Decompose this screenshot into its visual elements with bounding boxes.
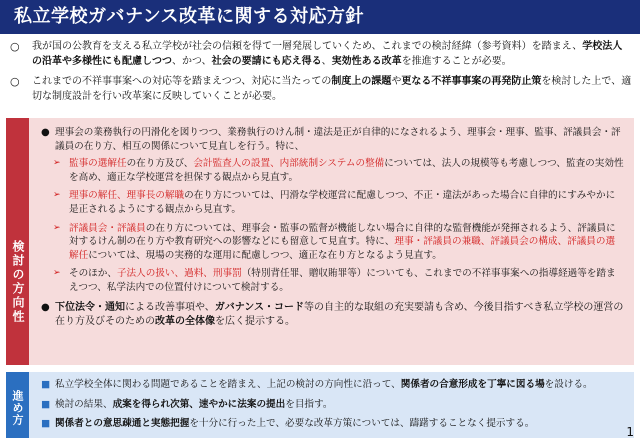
text-run: 学校法人の沿革や多様性にも配慮しつつ xyxy=(32,41,623,67)
text-run: については、現場の実務的な運用に配慮しつつ、適正な在り方となるよう見直す。 xyxy=(88,249,442,261)
text-run: を推進することが必要。 xyxy=(401,55,512,67)
text-run: 理事の解任、理事長の解職 xyxy=(69,190,185,202)
text-run: 下位法令・通知 xyxy=(55,301,125,313)
text-run: を設ける。 xyxy=(544,379,593,390)
text-run: これまでの不祥事事案への対応等を踏まえつつ、対応に当たっての xyxy=(32,76,332,87)
text-run: の在り方及び、 xyxy=(126,158,194,170)
direction-sub-text xyxy=(69,223,616,261)
process-item-2 xyxy=(39,398,624,412)
intro-section xyxy=(10,40,632,110)
text-run: そのほか、 xyxy=(69,268,117,280)
text-run: 改革の全体像 xyxy=(155,315,215,327)
process-item-text xyxy=(55,379,593,390)
direction-sub-text xyxy=(69,268,616,293)
process-section xyxy=(6,372,634,438)
text-run: による改善事項や、 xyxy=(125,301,215,313)
text-run: 子法人の扱い、過料、刑事罰 xyxy=(116,268,242,280)
text-run: の在り方については、理事会・監事の監督が機能しない場合に自律的な監督機能が発揮されるよう、評議員に対するけん制の在り方や教育研究への影響などにも留意して見直す。特に、 xyxy=(69,222,616,248)
circle-bullet-icon: ○ xyxy=(10,40,20,53)
process-body xyxy=(29,372,634,438)
process-item-1 xyxy=(39,378,624,392)
text-run: 会計監査人の設置、内部統制システムの整備 xyxy=(193,158,385,170)
text-run: 評議員会・評議員 xyxy=(69,222,146,234)
direction-section xyxy=(6,118,634,365)
text-run: 検討の結果、 xyxy=(55,398,113,410)
page-title: 私立学校ガバナンス改革に関する対応方針 xyxy=(0,0,640,34)
process-item-3 xyxy=(39,417,624,431)
circle-bullet-icon: ○ xyxy=(10,75,20,88)
direction-sub-text xyxy=(69,158,624,183)
text-run: 成案を得られ次第、速やかに法案の提出 xyxy=(112,398,286,410)
direction-sub-text xyxy=(69,190,615,215)
text-run: 我が国の公教育を支える私立学校が社会の信頼を得て一層発展していくため、これまでの検討経緯（参考資料）を踏まえ、 xyxy=(32,41,583,52)
text-run: 更なる不祥事事案の再発防止策 xyxy=(401,76,542,87)
text-run: 、かつ、 xyxy=(172,55,212,67)
chevron-bullet-icon: ➢ xyxy=(53,190,61,201)
direction-sub-4 xyxy=(39,267,624,294)
direction-sub-1 xyxy=(39,157,624,184)
text-run: 監事の選解任 xyxy=(69,158,127,170)
square-bullet-icon: ■ xyxy=(41,379,51,390)
text-run: や xyxy=(391,76,402,87)
text-run: 関係者の合意形成を丁寧に図る場 xyxy=(400,379,545,390)
direction-summary xyxy=(39,301,624,329)
page-number: 1 xyxy=(626,425,634,439)
direction-lead-text: 理事会の業務執行の円滑化を図りつつ、業務執行のけん制・違法是正が自律的になされるよう、理事会・理事、監事、評議員会・評議員の在り方、相互の関係について見直しを行う。特に、 xyxy=(55,127,621,152)
dot-bullet-icon: ● xyxy=(41,301,50,313)
text-run: 制度上の課題 xyxy=(331,76,392,87)
intro-text-2 xyxy=(32,76,631,102)
text-run: を十分に行った上で、必要な改革方策については、躊躇することなく提示する。 xyxy=(189,418,535,429)
square-bullet-icon: ■ xyxy=(41,418,51,429)
text-run: ガバナンス・コード xyxy=(214,301,305,313)
process-label: 進め方 xyxy=(6,372,29,438)
dot-bullet-icon: ● xyxy=(41,127,50,138)
direction-label: 検討の方向性 xyxy=(6,118,29,365)
text-run: を目指す。 xyxy=(285,398,333,410)
intro-paragraph-1 xyxy=(10,40,632,69)
intro-text-1 xyxy=(32,41,622,67)
text-run: の在り方については、円滑な学校運営に配慮しつつ、不正・違法があった場合に自律的にすみやかに是正されるようにする観点から見直す。 xyxy=(69,190,616,215)
text-run: 、 xyxy=(321,55,332,67)
direction-lead xyxy=(39,126,624,153)
direction-sub-2 xyxy=(39,189,624,216)
text-run: 社会の要請にも応え得る xyxy=(211,55,322,67)
intro-paragraph-2 xyxy=(10,75,632,104)
text-run: 私立学校全体に関わる問題であることを踏まえ、上記の検討の方向性に沿って、 xyxy=(55,379,401,390)
text-run: 等の自主的な取組の充実要請も含め、今後目指すべき私立学校の運営の在り方及びそのための xyxy=(55,301,624,327)
direction-sub-3 xyxy=(39,222,624,263)
text-run: 実効性ある改革 xyxy=(331,55,402,67)
text-run: 関係者との意思疎通と実態把握 xyxy=(55,418,190,429)
text-run: （特別背任罪、贈収賄罪等）についても、これまでの不祥事事案への指導経過等を踏まえつつ、私学法内での位置付けについて検討する。 xyxy=(69,268,616,293)
square-bullet-icon: ■ xyxy=(41,398,51,410)
text-run: を検討した上で、適切な制度設計を行い改革案に反映していくことが必要。 xyxy=(32,76,632,102)
text-run: については、法人の規模等も考慮しつつ、監査の実効性を高め、適正な学校運営を担保する観点から見直す。 xyxy=(69,158,624,183)
chevron-bullet-icon: ➢ xyxy=(53,268,61,279)
direction-summary-text xyxy=(55,302,623,327)
chevron-bullet-icon: ➢ xyxy=(53,158,61,169)
chevron-bullet-icon: ➢ xyxy=(53,222,61,233)
process-item-text xyxy=(55,418,534,429)
text-run: 理事・評議員の兼職、評議員会の構成、評議員の選解任 xyxy=(69,236,616,261)
text-run: を広く提示する。 xyxy=(215,315,295,327)
direction-body xyxy=(29,118,634,365)
process-item-text xyxy=(55,399,332,410)
